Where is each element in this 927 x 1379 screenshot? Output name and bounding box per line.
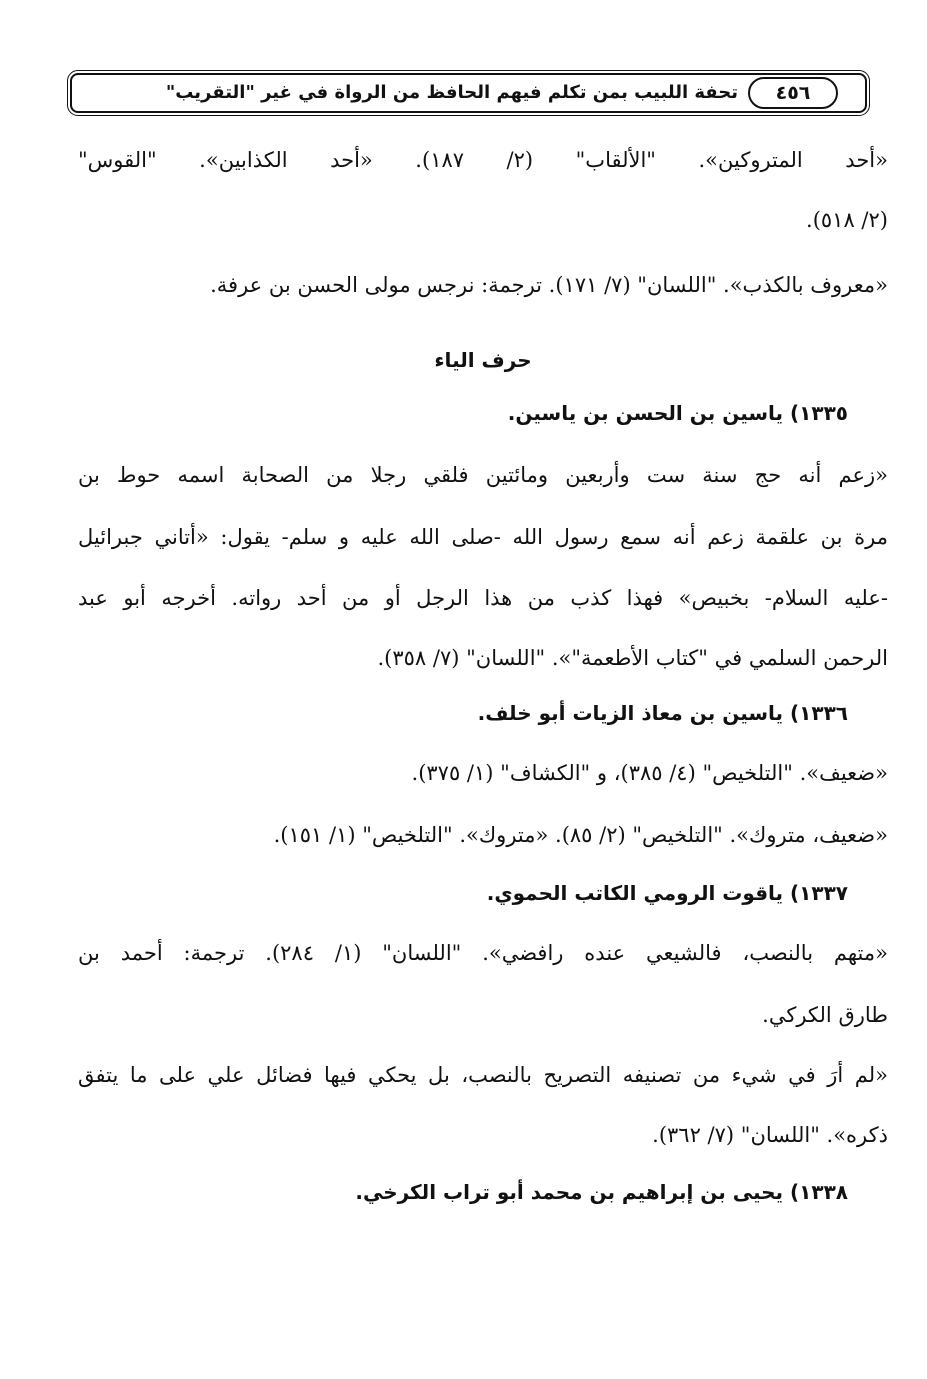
text-line: «أحد المتروكين». "الألقاب" (٢/ ١٨٧). «أحد الكذابين». "القوس" xyxy=(78,148,888,172)
text-line: «ضعيف». "التلخيص" (٤/ ٣٨٥)، و "الكشاف" (١/ ٣٧٥). xyxy=(411,761,888,785)
text-line: «زعم أنه حج سنة ست وأربعين ومائتين فلقي رجلا من الصحابة اسمه حوط بن xyxy=(78,463,888,487)
text-line: (٢/ ٥١٨). xyxy=(806,208,888,232)
running-header-title: تحفة اللبيب بمن تكلم فيهم الحافظ من الرواة في غير "التقريب" xyxy=(165,82,738,103)
entry-heading: ١٣٣٨) يحيى بن إبراهيم بن محمد أبو تراب الكرخي. xyxy=(355,1180,848,1204)
text-line: ذكره». "اللسان" (٧/ ٣٦٢). xyxy=(652,1123,888,1147)
text-line: طارق الكركي. xyxy=(762,1003,888,1027)
section-heading: حرف الياء xyxy=(434,348,532,372)
text-line: «متهم بالنصب، فالشيعي عنده رافضي». "اللسان" (١/ ٢٨٤). ترجمة: أحمد بن xyxy=(78,941,888,965)
text-line: مرة بن علقمة زعم أنه سمع رسول الله -صلى الله عليه و سلم- يقول: «أتاني جبرائيل xyxy=(78,525,888,549)
entry-heading: ١٣٣٥) ياسين بن الحسن بن ياسين. xyxy=(507,401,848,425)
text-line: «معروف بالكذب». "اللسان" (٧/ ١٧١). ترجمة: نرجس مولى الحسن بن عرفة. xyxy=(210,273,888,297)
entry-heading: ١٣٣٧) ياقوت الرومي الكاتب الحموي. xyxy=(486,881,848,905)
entry-heading: ١٣٣٦) ياسين بن معاذ الزيات أبو خلف. xyxy=(477,701,848,725)
text-line: الرحمن السلمي في "كتاب الأطعمة"». "اللسان" (٧/ ٣٥٨). xyxy=(377,646,888,670)
text-line: «لم أرَ في شيء من تصنيفه التصريح بالنصب، بل يحكي فيها فضائل علي على ما يتفق xyxy=(78,1063,888,1087)
text-line: -عليه السلام- بخبيص» فهذا كذب من هذا الرجل أو من أحد رواته. أخرجه أبو عبد xyxy=(78,586,888,610)
page-number: ٤٥٦ xyxy=(748,77,838,109)
text-line: «ضعيف، متروك». "التلخيص" (٢/ ٨٥). «متروك». "التلخيص" (١/ ١٥١). xyxy=(273,823,888,847)
